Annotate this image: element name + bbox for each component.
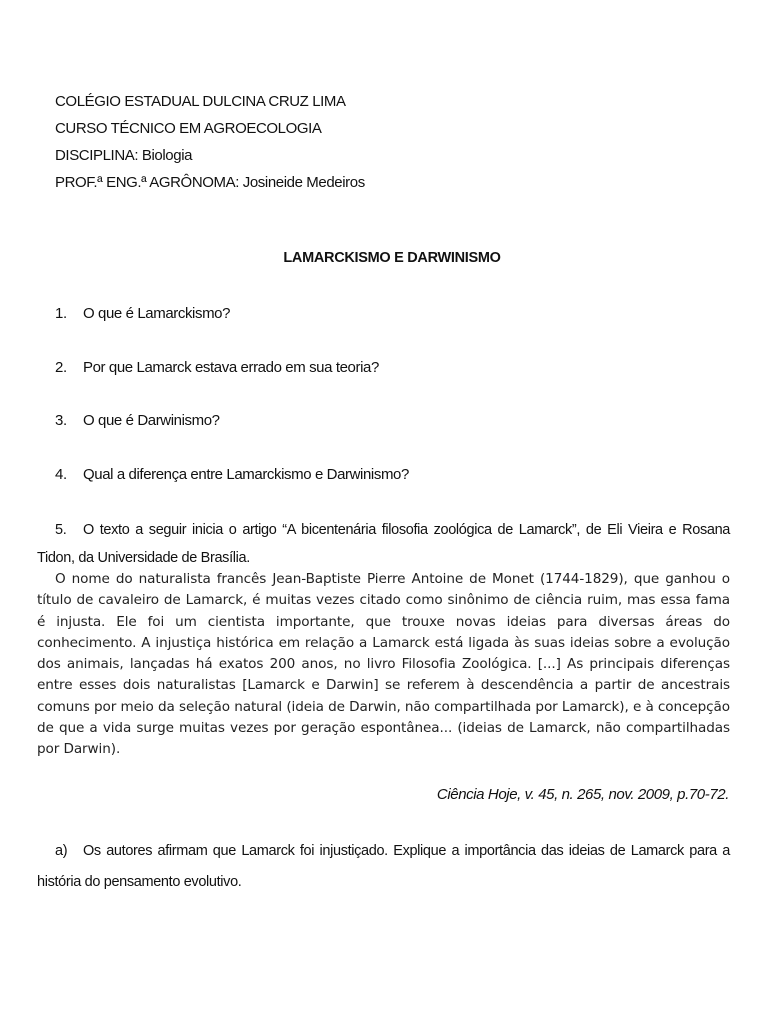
question-5 <box>37 516 730 572</box>
school-name: COLÉGIO ESTADUAL DULCINA CRUZ LIMA <box>55 93 346 110</box>
question-number: 4. <box>55 466 67 483</box>
sub-question-a <box>37 836 730 898</box>
question-number: 5. <box>55 522 67 538</box>
question-3 <box>55 412 220 429</box>
citation: Ciência Hoje, v. 45, n. 265, nov. 2009, p.70-72. <box>436 786 729 803</box>
question-4 <box>55 466 409 483</box>
question-1 <box>55 305 230 322</box>
passage-text: O nome do naturalista francês Jean-Baptiste Pierre Antoine de Monet (1744-1829), que ganhou o título de cavaleiro de Lamarck, é muitas vezes citado como sinônimo de ciência ruim, mas essa fama é injusta. Ele foi um cientista importante, que trouxe novas ideias para diversas áreas do conhecimento. A injustiça histórica em relação a Lamarck está ligada às suas ideias sobre a evolução dos animais, lançadas há exatos 200 anos, no livro Filosofia Zoológica. [...] As principais diferenças entre esses dois naturalistas [Lamarck e Darwin] se referem à descendência a partir de ancestrais comuns por meio da seleção natural (ideia de Darwin, não compartilhada por Lamarck), e à concepção de que a vida surge muitas vezes por geração espontânea... (ideias de Lamarck, não compartilhadas por Darwin). <box>37 571 730 758</box>
question-number: 3. <box>55 412 67 429</box>
quoted-passage <box>37 569 730 761</box>
sub-question-text: Os autores afirmam que Lamarck foi injustiçado. Explique a importância das ideias de Lamarck para a história do pensamento evolutivo. <box>37 843 730 890</box>
question-text: O que é Darwinismo? <box>83 412 220 429</box>
question-number: 2. <box>55 359 67 376</box>
question-text: Por que Lamarck estava errado em sua teoria? <box>83 359 379 376</box>
document-title: LAMARCKISMO E DARWINISMO <box>283 250 501 266</box>
teacher-name: PROF.ª ENG.ª AGRÔNOMA: Josineide Medeiros <box>55 174 365 191</box>
sub-question-label: a) <box>55 843 68 859</box>
question-text: Qual a diferença entre Lamarckismo e Darwinismo? <box>83 466 409 483</box>
question-text: O texto a seguir inicia o artigo “A bicentenária filosofia zoológica de Lamarck”, de Eli Vieira e Rosana Tidon, da Universidade de Brasília. <box>37 522 730 566</box>
discipline-name: DISCIPLINA: Biologia <box>55 147 193 164</box>
question-number: 1. <box>55 305 67 322</box>
school-header <box>55 88 365 196</box>
course-name: CURSO TÉCNICO EM AGROECOLOGIA <box>55 120 322 137</box>
question-text: O que é Lamarckismo? <box>83 305 231 322</box>
question-2 <box>55 359 379 376</box>
